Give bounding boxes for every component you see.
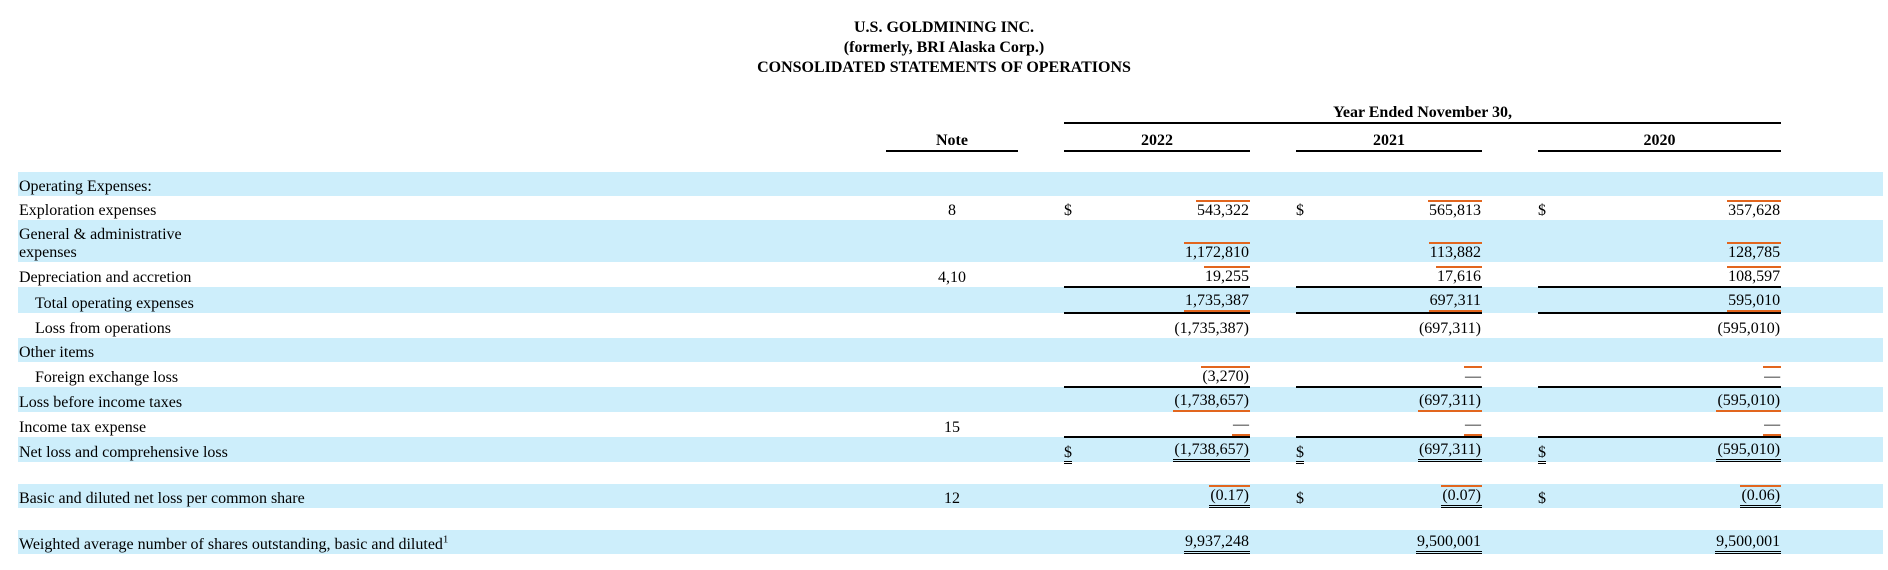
value-2020: 108,597 bbox=[1728, 268, 1781, 285]
row-label: Net loss and comprehensive loss bbox=[18, 437, 886, 462]
value-2022: (1,735,387) bbox=[1174, 320, 1249, 337]
value-2020: (595,010) bbox=[1717, 320, 1781, 337]
row-label: Weighted average number of shares outstanding, basic and diluted bbox=[19, 536, 443, 553]
value-2022: (1,738,657) bbox=[1173, 441, 1250, 462]
value-2020: 9,500,001 bbox=[1715, 533, 1781, 554]
currency-symbol: $ bbox=[1296, 444, 1304, 464]
table-row bbox=[18, 484, 1883, 508]
value-2022: (1,738,657) bbox=[1173, 392, 1250, 412]
table-row bbox=[18, 362, 1883, 387]
value-2021: (697,311) bbox=[1418, 320, 1481, 337]
value-2021: (0.07) bbox=[1441, 485, 1482, 508]
table-row bbox=[18, 196, 1883, 220]
currency-symbol: $ bbox=[1064, 444, 1072, 464]
value-2020: — bbox=[1763, 416, 1781, 436]
table-row bbox=[18, 262, 1883, 287]
table-row bbox=[18, 313, 1883, 338]
table-row bbox=[18, 412, 1883, 437]
note-ref: 8 bbox=[948, 202, 956, 219]
value-2021: (697,311) bbox=[1418, 441, 1482, 462]
statement-title: CONSOLIDATED STATEMENTS OF OPERATIONS bbox=[757, 59, 1131, 76]
row-label: Loss before income taxes bbox=[18, 387, 886, 412]
note-header: Note bbox=[886, 123, 1018, 151]
row-label: Other items bbox=[18, 338, 886, 362]
row-label: Total operating expenses bbox=[18, 287, 886, 313]
table-row bbox=[18, 220, 1883, 262]
row-label: Depreciation and accretion bbox=[19, 269, 192, 286]
value-2021: 9,500,001 bbox=[1416, 533, 1482, 554]
value-2020: 595,010 bbox=[1727, 292, 1781, 312]
value-2021: (697,311) bbox=[1418, 392, 1482, 412]
value-2021: 113,882 bbox=[1429, 244, 1481, 261]
header-row-years bbox=[18, 123, 1883, 151]
year-header-2022: 2022 bbox=[1064, 123, 1250, 151]
table-row bbox=[18, 338, 1883, 362]
row-label-continued: expenses bbox=[19, 244, 77, 261]
year-header-2021: 2021 bbox=[1296, 123, 1482, 151]
period-header: Year Ended November 30, bbox=[1064, 98, 1781, 123]
note-ref: 12 bbox=[886, 484, 1018, 508]
value-2022: 1,172,810 bbox=[1185, 244, 1249, 261]
value-2020: — bbox=[1764, 368, 1781, 385]
value-2021: 17,616 bbox=[1437, 268, 1481, 285]
value-2020: (0.06) bbox=[1740, 485, 1781, 508]
statement-header bbox=[0, 18, 1888, 78]
value-2022: 19,255 bbox=[1205, 268, 1249, 285]
value-2022: — bbox=[1232, 416, 1250, 436]
row-label: Operating Expenses: bbox=[18, 172, 886, 196]
note-ref: 15 bbox=[944, 419, 960, 436]
table-row bbox=[18, 387, 1883, 412]
value-2022: 9,937,248 bbox=[1184, 533, 1250, 554]
former-name: (formerly, BRI Alaska Corp.) bbox=[843, 39, 1045, 56]
row-label: General & administrative bbox=[19, 226, 182, 243]
year-header-2020: 2020 bbox=[1538, 123, 1781, 151]
table-row bbox=[18, 287, 1883, 313]
value-2022: (0.17) bbox=[1209, 485, 1250, 508]
row-label: Foreign exchange loss bbox=[35, 369, 179, 386]
value-2020: 357,628 bbox=[1728, 202, 1781, 219]
value-2022: (3,270) bbox=[1202, 368, 1249, 385]
value-2021: 565,813 bbox=[1429, 202, 1481, 219]
footnote-marker: 1 bbox=[442, 533, 449, 546]
value-2020: 128,785 bbox=[1728, 244, 1781, 261]
value-2021: — bbox=[1464, 416, 1482, 436]
value-2022: 543,322 bbox=[1197, 202, 1249, 219]
currency-symbol: $ bbox=[1538, 202, 1546, 219]
value-2020: (595,010) bbox=[1716, 392, 1781, 412]
table-row bbox=[18, 530, 1883, 554]
currency-symbol: $ bbox=[1296, 484, 1318, 508]
currency-symbol: $ bbox=[1538, 444, 1546, 464]
value-2021: 697,311 bbox=[1429, 292, 1482, 312]
header-row-period bbox=[18, 98, 1883, 123]
currency-symbol: $ bbox=[1296, 202, 1304, 219]
currency-symbol: $ bbox=[1538, 484, 1560, 508]
table-row bbox=[18, 172, 1883, 196]
value-2021: — bbox=[1465, 368, 1481, 385]
note-ref: 4,10 bbox=[938, 269, 966, 286]
value-2020: (595,010) bbox=[1716, 441, 1781, 462]
table-row bbox=[18, 437, 1883, 462]
currency-symbol: $ bbox=[1064, 202, 1072, 219]
row-label: Income tax expense bbox=[19, 419, 147, 436]
row-label: Basic and diluted net loss per common share bbox=[18, 484, 886, 508]
operations-table bbox=[18, 98, 1883, 554]
company-name: U.S. GOLDMINING INC. bbox=[853, 19, 1034, 36]
row-label: Exploration expenses bbox=[19, 202, 157, 219]
row-label: Loss from operations bbox=[35, 320, 171, 337]
value-2022: 1,735,387 bbox=[1184, 292, 1250, 312]
